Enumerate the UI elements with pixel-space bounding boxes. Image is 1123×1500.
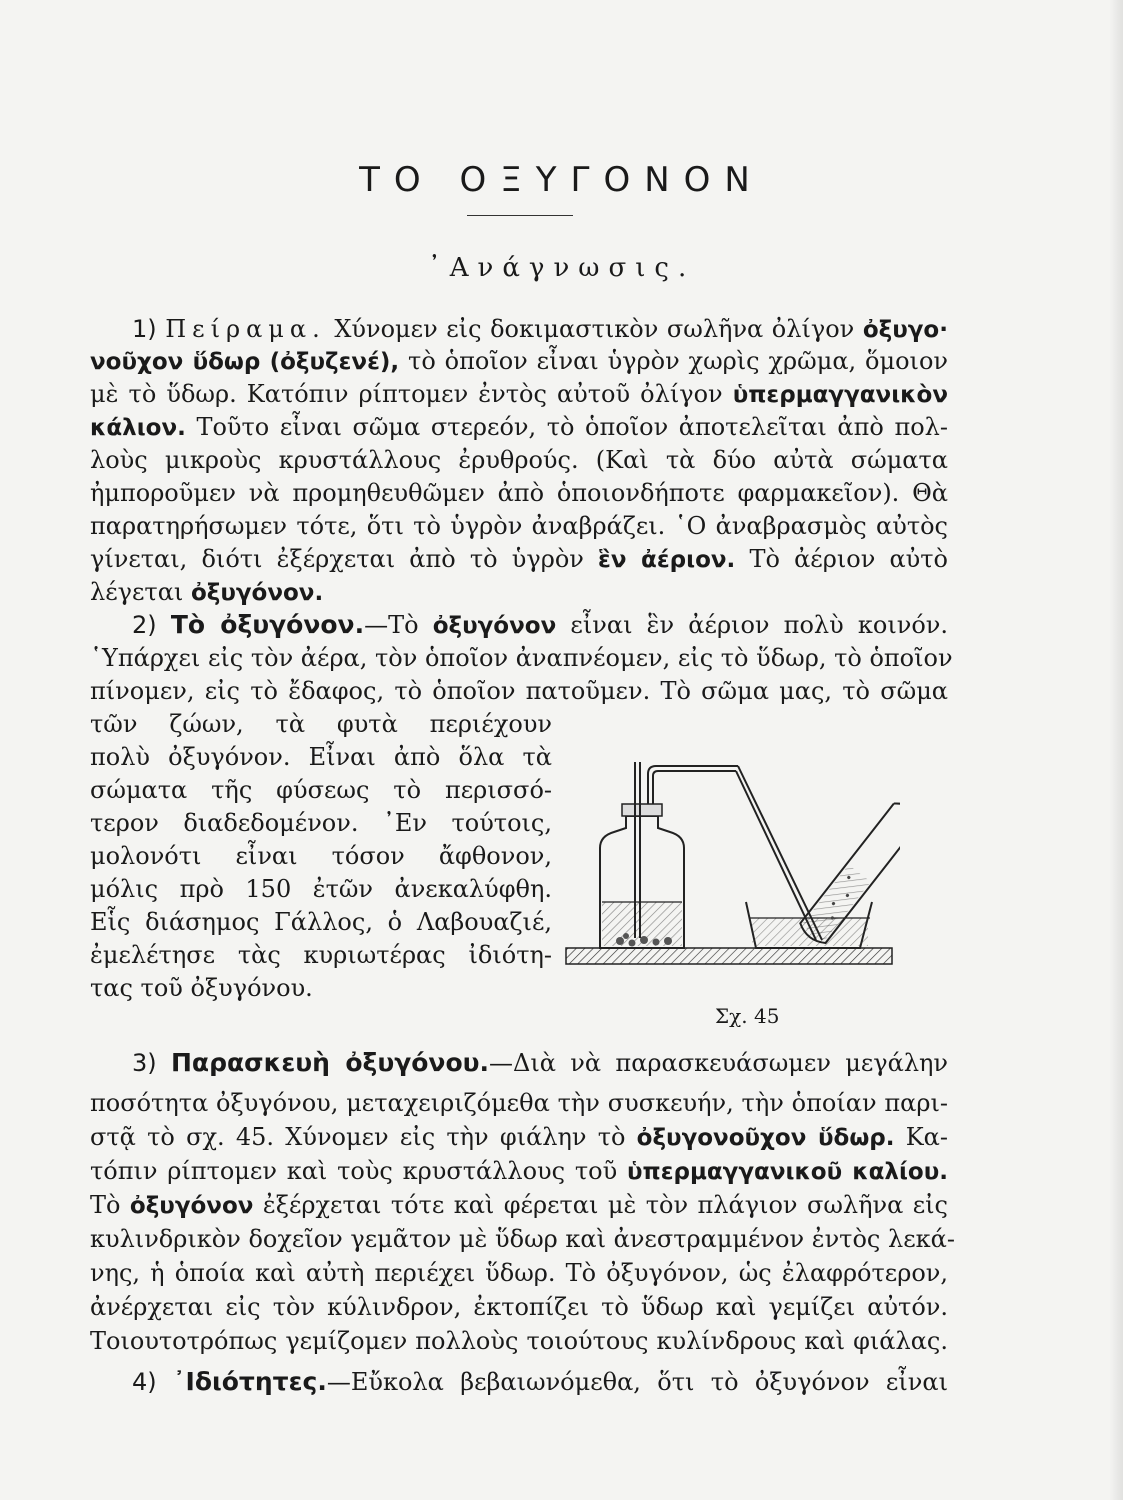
para2-col-line-1: τῶν ζώων, τὰ φυτὰ περιέχουν [90, 710, 552, 738]
para2-line-2: ῾Υπάρχει εἰς τὸν ἀέρα, τὸν ὁποῖον ἀναπνέομεν, εἰς τὸ ὕδωρ, τὸ ὁποῖον [90, 644, 953, 672]
para1-line-4: κάλιον. Τοῦτο εἶναι σῶμα στερεόν, τὸ ὁποῖον ἀποτελεῖται ἀπὸ πολ- [90, 413, 948, 441]
para1-line-5: λοὺς μικροὺς κρυστάλλους ἐρυθρούς. (Καὶ τὰ δύο αὐτὰ σώματα [90, 446, 948, 474]
para3-line-7: νης, ἡ ὁποία καὶ αὐτὴ περιέχει ὕδωρ. Τὸ ὀξυγόνον, ὡς ἐλαφρότερον, [90, 1259, 948, 1287]
title-rule [467, 215, 573, 216]
para2-col-line-4: τερον διαδεδομένον. ᾽Εν τούτοις, [90, 809, 552, 837]
para1-line-7: παρατηρήσωμεν τότε, ὅτι τὸ ὑγρὸν ἀναβράζει. ῾Ο ἀναβρασμὸς αὐτὸς [90, 512, 948, 540]
figure-caption: Σχ. 45 [715, 1004, 780, 1028]
para2-heading: Τὸ ὀξυγόνον. [170, 610, 365, 639]
para2-col-line-8: ἐμελέτησε τὰς κυριωτέρας ἰδιότη- [90, 941, 552, 969]
para3-line-6: κυλινδρικὸν δοχεῖον γεμᾶτον μὲ ὕδωρ καὶ ἀνεστραμμένον ἐντὸς λεκά- [90, 1225, 955, 1253]
para3-line-1: 3) Παρασκευὴ ὀξυγόνου.—Διὰ νὰ παρασκευάσωμεν μεγάλην [132, 1048, 948, 1077]
para3-line-2: ποσότητα ὀξυγόνου, μεταχειριζόμεθα τὴν συσκευήν, τὴν ὁποίαν παρι- [90, 1089, 948, 1117]
para2-col-line-2: πολὺ ὀξυγόνον. Εἶναι ἀπὸ ὅλα τὰ [90, 743, 552, 771]
para3-number: 3) [132, 1049, 157, 1077]
para2-number: 2) [132, 611, 157, 639]
para2-line-3: πίνομεν, εἰς τὸ ἔδαφος, τὸ ὁποῖον πατοῦμεν. Τὸ σῶμα μας, τὸ σῶμα [90, 677, 948, 705]
para3-line-8: ἀνέρχεται εἰς τὸν κύλινδρον, ἐκτοπίζει τὸ ὕδωρ καὶ γεμίζει αὐτόν. [90, 1293, 948, 1321]
para3-line-4: τόπιν ρίπτομεν καὶ τοὺς κρυστάλλους τοῦ ὑπερμαγγανικοῦ καλίου. [90, 1157, 949, 1185]
para1-line-1: 1) Πείραμα. Χύνομεν εἰς δοκιμαστικὸν σωλῆνα ὀλίγον ὀξυγο· [132, 315, 948, 343]
para2-col-line-5: μολονότι εἶναι τόσον ἄφθονον, [90, 842, 552, 870]
para4-line-1: 4) ᾽Ιδιότητες.—Εὔκολα βεβαιωνόμεθα, ὅτι τὸ ὀξυγόνον εἶναι [132, 1367, 948, 1396]
para2-col-line-7: Εἷς διάσημος Γάλλος, ὁ Λαβουαζιέ, [90, 908, 552, 936]
para1-line-2: νοῦχον ὕδωρ (ὀξυζενέ), τὸ ὁποῖον εἶναι ὑγρὸν χωρὶς χρῶμα, ὅμοιον [90, 347, 948, 375]
para3-line-9: Τοιουτοτρόπως γεμίζομεν πολλοὺς τοιούτους κυλίνδρους καὶ φιάλας. [90, 1327, 948, 1355]
para2-line-1: 2) Τὸ ὀξυγόνον.—Τὸ ὀξυγόνον εἶναι ἓν ἀέριον πολὺ κοινόν. [132, 610, 948, 639]
para1-heading: Πείραμα. [165, 315, 326, 343]
para3-heading: Παρασκευὴ ὀξυγόνου. [170, 1048, 490, 1077]
para1-line-3: μὲ τὸ ὕδωρ. Κατόπιν ρίπτομεν ἐντὸς αὐτοῦ ὀλίγον ὑπερμαγγανικὸν [90, 380, 948, 408]
para3-line-5: Τὸ ὀξυγόνον ἐξέρχεται τότε καὶ φέρεται μὲ τὸν πλάγιον σωλῆνα εἰς [90, 1191, 948, 1219]
oxygen-apparatus-figure [560, 752, 900, 982]
chapter-title: ΤΟ ΟΞΥΓΟΝΟΝ [359, 160, 764, 200]
base-board [566, 948, 892, 964]
section-subtitle: ᾽Ανάγνωσις. [427, 253, 696, 283]
para1-line-8: γίνεται, διότι ἐξέρχεται ἀπὸ τὸ ὑγρὸν ἓν ἀέριον. Τὸ ἀέριον αὐτὸ [90, 545, 948, 573]
para1-line-6: ἠμποροῦμεν νὰ προμηθευθῶμεν ἀπὸ ὁποιονδήποτε φαρμακεῖον). Θὰ [90, 479, 948, 507]
flask-stopper [622, 804, 662, 816]
para1-number: 1) [132, 315, 157, 343]
para2-col-line-6: μόλις πρὸ 150 ἐτῶν ἀνεκαλύφθη. [90, 875, 552, 903]
para4-number: 4) [132, 1368, 157, 1396]
para2-col-line-9: τας τοῦ ὀξυγόνου. [90, 974, 313, 1002]
para2-col-line-3: σώματα τῆς φύσεως τὸ περισσό- [90, 776, 552, 804]
para1-line-9: λέγεται ὀξυγόνον. [90, 578, 324, 606]
para4-heading: ᾽Ιδιότητες. [173, 1367, 327, 1396]
para3-line-3: στᾷ τὸ σχ. 45. Χύνομεν εἰς τὴν φιάλην τὸ ὀξυγονοῦχον ὕδωρ. Κα- [90, 1123, 949, 1151]
